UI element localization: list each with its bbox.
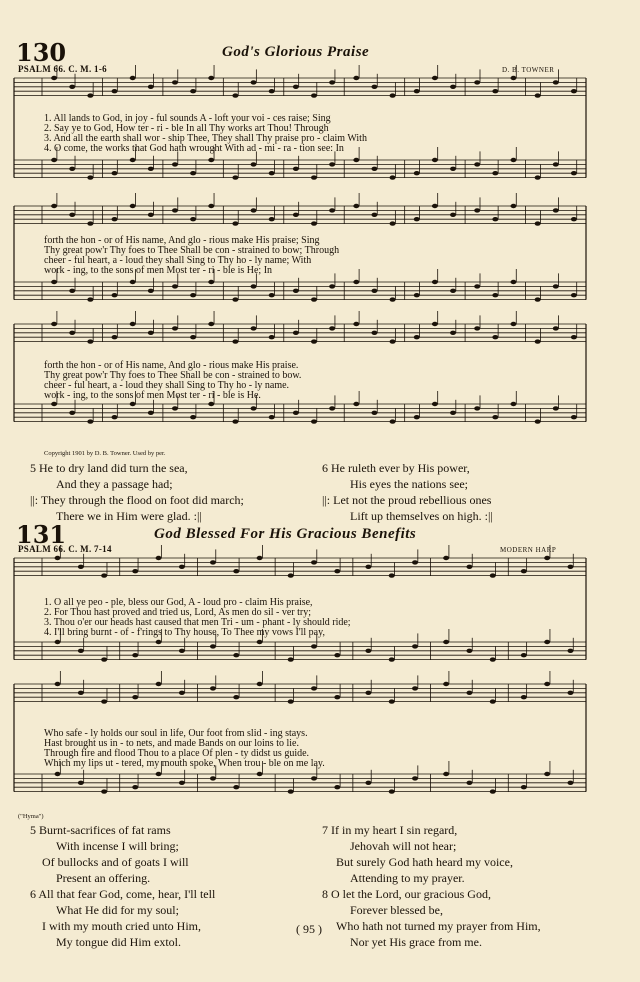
lyric-line: work - ing, to the sons of men Most ter - ri - ble is He; In <box>44 265 273 276</box>
lyric-line: Thy great pow'r Thy foes to Thee Shall be con - strained to bow; Through <box>44 245 340 256</box>
lyric-line: 3. Thou o'er our heads hast caused that men Tri - um - phant - ly should ride; <box>44 617 351 628</box>
lyric-line: 1. All lands to God, in joy - ful sounds A - loft your voi - ces raise; Sing <box>44 113 331 124</box>
page-number: ( 95 ) <box>296 922 322 936</box>
lyric-line: forth the hon - or of His name, And glo - rious make His praise. <box>44 360 299 371</box>
stanza-line: 5 He to dry land did turn the sea, <box>30 461 188 475</box>
hymn-131-hymn-label: ("Hyma") <box>18 813 44 820</box>
stanza-line: Attending to my prayer. <box>350 871 465 885</box>
lyric-line: Hast brought us in - to nets, and made Bands on our loins to lie. <box>44 738 299 749</box>
stanza-line: ||: Let not the proud rebellious ones <box>322 493 492 507</box>
hymn-130-meter: PSALM 66. C. M. 1-6 <box>18 64 107 74</box>
lyric-line: 2. For Thou hast proved and tried us, Lord, As men do sil - ver try; <box>44 607 312 618</box>
lyric-line: 4. I'll bring burnt - of - f'rings to Thy house, To Thee my vows I'll pay, <box>44 627 325 638</box>
stanza-line: 6 He ruleth ever by His power, <box>322 461 470 475</box>
hymn-131-meter: PSALM 66. C. M. 7-14 <box>18 544 112 554</box>
lyric-line: forth the hon - or of His name, And glo - rious make His praise; Sing <box>44 235 320 246</box>
lyric-line: cheer - ful heart, a - loud they shall Sing to Thy ho - ly name. <box>44 380 290 391</box>
lyric-line: Through fire and flood Thou to a place Of plen - ty didst us guide. <box>44 748 310 759</box>
hymn-130-composer: D. B. TOWNER <box>502 66 555 74</box>
stanza-line: And they a passage had; <box>56 477 173 491</box>
stanza-line: Lift up themselves on high. :|| <box>350 509 493 523</box>
stanza-line: Forever blessed be, <box>350 903 443 917</box>
stanza-line: Nor yet His grace from me. <box>350 935 482 949</box>
stanza-line: My tongue did Him extol. <box>56 935 181 949</box>
hymn-130-title: God's Glorious Praise <box>222 44 370 60</box>
stanza-line: Of bullocks and of goats I will <box>42 855 189 869</box>
stanza-line: His eyes the nations see; <box>350 477 468 491</box>
lyric-line: work - ing, to the sons of men Most ter - ri - ble is He. <box>44 390 261 401</box>
lyric-line: 1. O all ye peo - ple, bless our God, A - loud pro - claim His praise, <box>44 597 313 608</box>
stanza-line: What He did for my soul; <box>56 903 179 917</box>
lyric-line: Thy great pow'r Thy foes to Thee Shall be con - strained to bow. <box>44 370 302 381</box>
lyric-line: 2. Say ye to God, How ter - ri - ble In all Thy works art Thou! Through <box>44 123 329 134</box>
lyric-line: Who safe - ly holds our soul in life, Our foot from slid - ing stays. <box>44 728 308 739</box>
lyric-line: 3. And all the earth shall wor - ship Thee, They shall Thy praise pro - claim With <box>44 133 367 144</box>
stanza-line: Present an offering. <box>56 871 151 885</box>
stanza-line: But surely God hath heard my voice, <box>336 855 513 869</box>
hymn-131-title: God Blessed For His Gracious Benefits <box>154 526 417 542</box>
stanza-line: With incense I will bring; <box>56 839 179 853</box>
lyric-line: Which my lips ut - tered, my mouth spoke, When trou - ble on me lay. <box>44 758 325 769</box>
stanza-line: Jehovah will not hear; <box>350 839 457 853</box>
hymn-130-copyright: Copyright 1901 by D. B. Towner. Used by per. <box>44 450 166 457</box>
stanza-line: ||: They through the flood on foot did march; <box>30 493 244 507</box>
stanza-line: 7 If in my heart I sin regard, <box>322 823 458 837</box>
stanza-line: 6 All that fear God, come, hear, I'll tell <box>30 887 216 901</box>
stanza-line: I with my mouth cried unto Him, <box>42 919 201 933</box>
lyric-line: 4. O come, the works that God hath wrought With ad - mi - ra - tion see: In <box>44 143 344 154</box>
stanza-line: There we in Him were glad. :|| <box>56 509 202 523</box>
stanza-line: Who hath not turned my prayer from Him, <box>336 919 541 933</box>
stanza-line: 5 Burnt-sacrifices of fat rams <box>30 823 171 837</box>
hymn-130-number: 130 <box>16 38 67 67</box>
hymn-131-composer: MODERN HARP <box>500 546 557 554</box>
stanza-line: 8 O let the Lord, our gracious God, <box>322 887 491 901</box>
lyric-line: cheer - ful heart, a - loud they shall Sing to Thy ho - ly name; With <box>44 255 312 266</box>
hymn-131-number: 131 <box>16 520 67 549</box>
